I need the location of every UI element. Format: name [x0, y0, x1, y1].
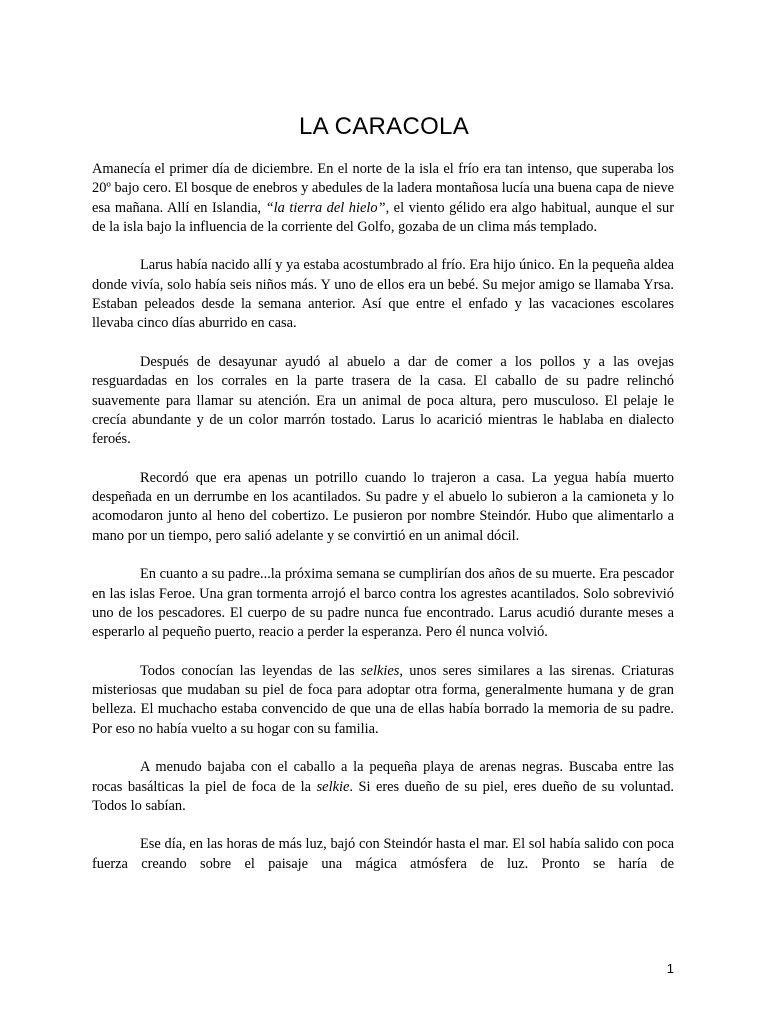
paragraph — [92, 160, 674, 237]
paragraph-text: Amanecía el primer día de diciembre. En el norte de la isla el frío era tan intenso, que superaba los 20º bajo cero. El bosque de enebros y abedules de la ladera montañosa lucía una buena capa de nieve esa mañana. Allí en Islandia, — [92, 161, 674, 216]
paragraph-text: . Si eres dueño de su piel, eres dueño de su voluntad. Todos lo sabían. — [92, 778, 674, 814]
paragraph — [92, 758, 674, 816]
body-text — [92, 160, 674, 893]
paragraph — [92, 565, 674, 642]
paragraph-text: , unos seres similares a las sirenas. Criaturas misteriosas que mudaban su piel de foca para adoptar otra forma, generalmente humana y de gran belleza. El muchacho estaba convencido de que una de ellas había borrado la memoria de su padre. Por eso no había vuelto a su hogar con su familia. — [92, 662, 674, 737]
paragraph-text: , el viento gélido era algo habitual, aunque el sur de la isla bajo la influencia de la corriente del Golfo, gozaba de un clima más templado. — [92, 199, 674, 235]
paragraph — [92, 835, 674, 874]
paragraph-text: Recordó que era apenas un potrillo cuando lo trajeron a casa. La yegua había muerto despeñada en un derrumbe en los acantilados. Su padre y el abuelo lo subieron a la camioneta y lo acomodaron junto al heno del cobertizo. Le pusieron por nombre Steindór. Hubo que alimentarlo a mano por un tiempo, pero salió adelante y se convirtió en un animal dócil. — [92, 469, 674, 544]
italic-text: selkie — [316, 778, 350, 795]
paragraph-text: Después de desayunar ayudó al abuelo a dar de comer a los pollos y a las ovejas resguardadas en los corrales en la parte trasera de la casa. El caballo de su padre relinchó suavemente para llamar su atención. Era un animal de poca altura, pero musculoso. El pelaje le crecía abundante y de un color marrón tostado. Larus lo acarició mientras le hablaba en dialecto feroés. — [92, 353, 674, 448]
paragraph — [92, 469, 674, 546]
paragraph — [92, 353, 674, 449]
paragraph-text: A menudo bajaba con el caballo a la pequeña playa de arenas negras. Buscaba entre las rocas basálticas la piel de foca de la — [92, 759, 674, 795]
paragraph-text: Larus había nacido allí y ya estaba acostumbrado al frío. Era hijo único. En la pequeña aldea donde vivía, solo había seis niños más. Y uno de ellos era un bebé. Su mejor amigo se llamaba Yrsa. Estaban peleados desde la semana anterior. Así que entre el enfado y las vacaciones escolares llevaba cinco días aburrido en casa. — [92, 257, 674, 332]
paragraph — [92, 662, 674, 739]
italic-text: selkies — [360, 662, 400, 679]
paragraph-text: Ese día, en las horas de más luz, bajó con Steindór hasta el mar. El sol había salido con poca fuerza creando sobre el paisaje una mágica atmósfera de luz. Pronto se haría de — [92, 836, 674, 872]
paragraph-text: Todos conocían las leyendas de las — [140, 662, 361, 679]
paragraph — [92, 256, 674, 333]
italic-text: “la tierra del hielo” — [265, 199, 386, 216]
page-number: 1 — [666, 961, 674, 976]
paragraph-text: En cuanto a su padre...la próxima semana se cumplirían dos años de su muerte. Era pescador en las islas Feroe. Una gran tormenta arrojó el barco contra los agrestes acantilados. Solo sobrevivió uno de los pescadores. El cuerpo de su padre nunca fue encontrado. Larus acudió durante meses a esperarlo al pequeño puerto, reacio a perder la esperanza. Pero él nunca volvió. — [92, 566, 674, 641]
page-title: LA CARACOLA — [298, 113, 470, 140]
